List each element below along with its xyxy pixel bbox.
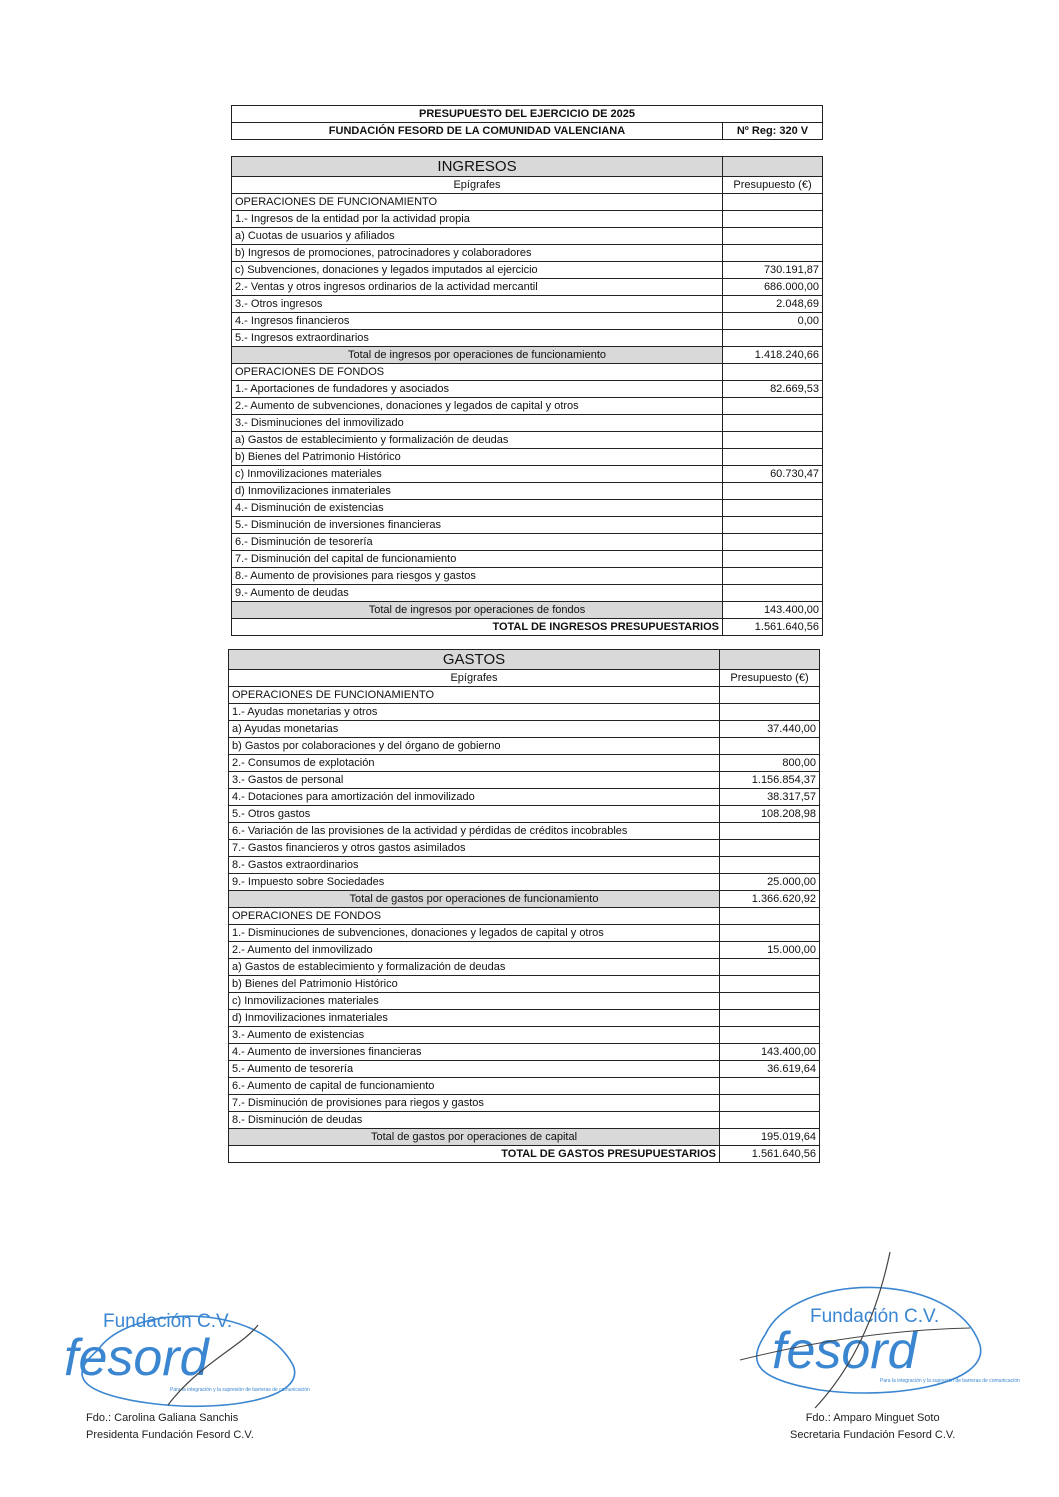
row-label: b) Bienes del Patrimonio Histórico bbox=[229, 976, 720, 993]
table-row bbox=[229, 1044, 820, 1061]
table-row bbox=[232, 534, 823, 551]
row-label: 9.- Impuesto sobre Sociedades bbox=[229, 874, 720, 891]
row-value bbox=[720, 840, 820, 857]
ingresos-func-header bbox=[232, 194, 823, 211]
row-value bbox=[723, 398, 823, 415]
row-label: 3.- Gastos de personal bbox=[229, 772, 720, 789]
left-signer-name: Fdo.: Carolina Galiana Sanchis bbox=[86, 1412, 239, 1424]
logo-line1-right: Fundación C.V. bbox=[810, 1306, 940, 1327]
row-label: 1.- Ingresos de la entidad por la actividad propia bbox=[232, 211, 723, 228]
gastos-column-header bbox=[229, 670, 820, 687]
row-label: 4.- Ingresos financieros bbox=[232, 313, 723, 330]
row-value bbox=[720, 1027, 820, 1044]
table-row bbox=[232, 245, 823, 262]
row-label: 6.- Aumento de capital de funcionamiento bbox=[229, 1078, 720, 1095]
row-value: 143.400,00 bbox=[720, 1044, 820, 1061]
table-row bbox=[232, 415, 823, 432]
row-value bbox=[720, 823, 820, 840]
row-value: 38.317,57 bbox=[720, 789, 820, 806]
gastos-section-blank bbox=[720, 650, 820, 670]
table-row bbox=[232, 228, 823, 245]
table-row bbox=[232, 313, 823, 330]
ingresos-section-blank bbox=[723, 157, 823, 177]
table-row bbox=[229, 857, 820, 874]
row-value: 730.191,87 bbox=[723, 262, 823, 279]
row-label: c) Subvenciones, donaciones y legados imputados al ejercicio bbox=[232, 262, 723, 279]
row-value bbox=[723, 245, 823, 262]
row-label: c) Inmovilizaciones materiales bbox=[229, 993, 720, 1010]
gastos-grand-total bbox=[229, 1146, 820, 1163]
row-label: 5.- Disminución de inversiones financieras bbox=[232, 517, 723, 534]
row-label: 5.- Ingresos extraordinarios bbox=[232, 330, 723, 347]
row-value: 36.619,64 bbox=[720, 1061, 820, 1078]
entity-name: FUNDACIÓN FESORD DE LA COMUNIDAD VALENCIANA bbox=[232, 123, 723, 140]
row-value bbox=[720, 1078, 820, 1095]
table-row bbox=[232, 466, 823, 483]
budget-title: PRESUPUESTO DEL EJERCICIO DE 2025 bbox=[232, 106, 823, 123]
subtotal-label: Total de ingresos por operaciones de funcionamiento bbox=[232, 347, 723, 364]
table-row bbox=[232, 551, 823, 568]
row-value bbox=[723, 568, 823, 585]
row-value: 686.000,00 bbox=[723, 279, 823, 296]
row-value bbox=[720, 993, 820, 1010]
ingresos-table bbox=[231, 156, 823, 636]
group-header-funcionamiento: OPERACIONES DE FUNCIONAMIENTO bbox=[229, 687, 720, 704]
table-row bbox=[232, 279, 823, 296]
table-row bbox=[232, 517, 823, 534]
gastos-section-title: GASTOS bbox=[229, 650, 720, 670]
row-value bbox=[720, 976, 820, 993]
subtotal-label: Total de gastos por operaciones de funcionamiento bbox=[229, 891, 720, 908]
group-header-funcionamiento: OPERACIONES DE FUNCIONAMIENTO bbox=[232, 194, 723, 211]
table-row bbox=[229, 942, 820, 959]
grand-total-label: TOTAL DE GASTOS PRESUPUESTARIOS bbox=[229, 1146, 720, 1163]
ingresos-fondos-total bbox=[232, 602, 823, 619]
grand-total-value: 1.561.640,56 bbox=[720, 1146, 820, 1163]
subtotal-value: 143.400,00 bbox=[723, 602, 823, 619]
group-header-blank bbox=[723, 364, 823, 381]
row-value bbox=[720, 738, 820, 755]
table-row bbox=[232, 483, 823, 500]
signature-block-left bbox=[86, 1410, 254, 1444]
row-label: 7.- Disminución de provisiones para riegos y gastos bbox=[229, 1095, 720, 1112]
row-label: 6.- Variación de las provisiones de la actividad y pérdidas de créditos incobrables bbox=[229, 823, 720, 840]
table-row bbox=[229, 959, 820, 976]
row-value bbox=[720, 1010, 820, 1027]
row-label: 4.- Dotaciones para amortización del inmovilizado bbox=[229, 789, 720, 806]
left-signer-role: Presidenta Fundación Fesord C.V. bbox=[86, 1429, 254, 1441]
table-row bbox=[232, 330, 823, 347]
row-label: 8.- Aumento de provisiones para riesgos y gastos bbox=[232, 568, 723, 585]
row-label: 2.- Aumento de subvenciones, donaciones y legados de capital y otros bbox=[232, 398, 723, 415]
gastos-fondos-header bbox=[229, 908, 820, 925]
row-value: 800,00 bbox=[720, 755, 820, 772]
table-row bbox=[232, 262, 823, 279]
row-label: 3.- Aumento de existencias bbox=[229, 1027, 720, 1044]
gastos-fondos-total bbox=[229, 1129, 820, 1146]
row-value bbox=[723, 432, 823, 449]
row-label: d) Inmovilizaciones inmateriales bbox=[229, 1010, 720, 1027]
logo-tagline-right: Para la integración y la supresión de barreras de comunicación bbox=[880, 1378, 1020, 1384]
row-label: 5.- Aumento de tesorería bbox=[229, 1061, 720, 1078]
row-label: c) Inmovilizaciones materiales bbox=[232, 466, 723, 483]
logo-line1: Fundación C.V. bbox=[103, 1311, 233, 1332]
row-label: a) Gastos de establecimiento y formalización de deudas bbox=[229, 959, 720, 976]
group-header-fondos: OPERACIONES DE FONDOS bbox=[232, 364, 723, 381]
row-label: 2.- Consumos de explotación bbox=[229, 755, 720, 772]
row-label: d) Inmovilizaciones inmateriales bbox=[232, 483, 723, 500]
table-row bbox=[229, 1010, 820, 1027]
table-row bbox=[229, 1078, 820, 1095]
row-label: 1.- Disminuciones de subvenciones, donaciones y legados de capital y otros bbox=[229, 925, 720, 942]
row-value bbox=[720, 1095, 820, 1112]
table-row bbox=[229, 704, 820, 721]
row-label: 5.- Otros gastos bbox=[229, 806, 720, 823]
row-label: 7.- Disminución del capital de funcionamiento bbox=[232, 551, 723, 568]
grand-total-value: 1.561.640,56 bbox=[723, 619, 823, 636]
ingresos-func-total bbox=[232, 347, 823, 364]
row-label: 3.- Disminuciones del inmovilizado bbox=[232, 415, 723, 432]
row-value bbox=[723, 449, 823, 466]
ingresos-fondos-header bbox=[232, 364, 823, 381]
group-header-blank bbox=[723, 194, 823, 211]
subtotal-label: Total de ingresos por operaciones de fondos bbox=[232, 602, 723, 619]
row-value bbox=[723, 330, 823, 347]
gastos-table bbox=[228, 649, 820, 1163]
table-row bbox=[229, 823, 820, 840]
group-header-blank bbox=[720, 687, 820, 704]
table-row bbox=[229, 772, 820, 789]
row-label: 3.- Otros ingresos bbox=[232, 296, 723, 313]
subtotal-label: Total de gastos por operaciones de capital bbox=[229, 1129, 720, 1146]
fesord-logo-stamp-left bbox=[58, 1305, 310, 1410]
row-value bbox=[723, 211, 823, 228]
row-value bbox=[723, 551, 823, 568]
table-row bbox=[232, 568, 823, 585]
table-row bbox=[229, 874, 820, 891]
row-value: 82.669,53 bbox=[723, 381, 823, 398]
row-value bbox=[720, 959, 820, 976]
table-row bbox=[229, 925, 820, 942]
table-row bbox=[229, 1095, 820, 1112]
row-label: 2.- Aumento del inmovilizado bbox=[229, 942, 720, 959]
row-label: 8.- Gastos extraordinarios bbox=[229, 857, 720, 874]
table-row bbox=[229, 738, 820, 755]
row-value bbox=[720, 925, 820, 942]
row-value bbox=[720, 704, 820, 721]
ingresos-grand-total bbox=[232, 619, 823, 636]
row-label: 9.- Aumento de deudas bbox=[232, 585, 723, 602]
gastos-func-header bbox=[229, 687, 820, 704]
table-row bbox=[232, 398, 823, 415]
row-value: 15.000,00 bbox=[720, 942, 820, 959]
table-row bbox=[229, 755, 820, 772]
fesord-logo-stamp-right bbox=[740, 1250, 1020, 1410]
column-header-epigrafes: Epígrafes bbox=[232, 177, 723, 194]
grand-total-label: TOTAL DE INGRESOS PRESUPUESTARIOS bbox=[232, 619, 723, 636]
gastos-section-row bbox=[229, 650, 820, 670]
right-signer-name: Fdo.: Amparo Minguet Soto bbox=[805, 1412, 940, 1424]
row-label: 4.- Aumento de inversiones financieras bbox=[229, 1044, 720, 1061]
row-value: 25.000,00 bbox=[720, 874, 820, 891]
table-row bbox=[229, 789, 820, 806]
table-row bbox=[229, 840, 820, 857]
row-label: a) Gastos de establecimiento y formalización de deudas bbox=[232, 432, 723, 449]
row-value: 108.208,98 bbox=[720, 806, 820, 823]
group-header-blank bbox=[720, 908, 820, 925]
logo-tagline: Para la integración y la supresión de barreras de comunicación bbox=[170, 1387, 310, 1393]
row-value bbox=[723, 483, 823, 500]
table-row bbox=[232, 500, 823, 517]
table-row bbox=[232, 381, 823, 398]
row-value bbox=[720, 857, 820, 874]
row-value bbox=[723, 415, 823, 432]
table-row bbox=[229, 1112, 820, 1129]
ingresos-section-title: INGRESOS bbox=[232, 157, 723, 177]
registry-number: Nº Reg: 320 V bbox=[723, 123, 823, 140]
table-row bbox=[232, 211, 823, 228]
row-label: 6.- Disminución de tesorería bbox=[232, 534, 723, 551]
right-signer-role: Secretaria Fundación Fesord C.V. bbox=[790, 1429, 956, 1441]
row-value bbox=[723, 500, 823, 517]
table-row bbox=[232, 449, 823, 466]
table-row bbox=[232, 432, 823, 449]
row-label: 4.- Disminución de existencias bbox=[232, 500, 723, 517]
budget-header-table bbox=[231, 105, 823, 140]
table-row bbox=[229, 976, 820, 993]
table-row bbox=[229, 993, 820, 1010]
table-row bbox=[229, 806, 820, 823]
table-row bbox=[229, 1027, 820, 1044]
subtotal-value: 1.418.240,66 bbox=[723, 347, 823, 364]
row-value: 1.156.854,37 bbox=[720, 772, 820, 789]
logo-line2-right: fesord bbox=[772, 1322, 917, 1380]
row-value bbox=[723, 585, 823, 602]
table-row bbox=[232, 296, 823, 313]
gastos-func-total bbox=[229, 891, 820, 908]
logo-line2: fesord bbox=[64, 1329, 209, 1387]
row-value: 60.730,47 bbox=[723, 466, 823, 483]
row-value: 0,00 bbox=[723, 313, 823, 330]
row-value bbox=[720, 1112, 820, 1129]
row-value bbox=[723, 517, 823, 534]
column-header-presupuesto: Presupuesto (€) bbox=[723, 177, 823, 194]
row-label: 1.- Ayudas monetarias y otros bbox=[229, 704, 720, 721]
ingresos-column-header bbox=[232, 177, 823, 194]
row-label: b) Gastos por colaboraciones y del órgano de gobierno bbox=[229, 738, 720, 755]
row-value bbox=[723, 228, 823, 245]
ingresos-section-row bbox=[232, 157, 823, 177]
row-label: a) Ayudas monetarias bbox=[229, 721, 720, 738]
table-row bbox=[232, 585, 823, 602]
table-row bbox=[229, 1061, 820, 1078]
column-header-presupuesto: Presupuesto (€) bbox=[720, 670, 820, 687]
subtotal-value: 1.366.620,92 bbox=[720, 891, 820, 908]
table-row bbox=[229, 721, 820, 738]
subtotal-value: 195.019,64 bbox=[720, 1129, 820, 1146]
signature-block-right bbox=[790, 1410, 955, 1444]
column-header-epigrafes: Epígrafes bbox=[229, 670, 720, 687]
row-label: 7.- Gastos financieros y otros gastos asimilados bbox=[229, 840, 720, 857]
row-value bbox=[723, 534, 823, 551]
group-header-fondos: OPERACIONES DE FONDOS bbox=[229, 908, 720, 925]
row-label: 8.- Disminución de deudas bbox=[229, 1112, 720, 1129]
row-value: 2.048,69 bbox=[723, 296, 823, 313]
row-label: b) Bienes del Patrimonio Histórico bbox=[232, 449, 723, 466]
row-label: 2.- Ventas y otros ingresos ordinarios de la actividad mercantil bbox=[232, 279, 723, 296]
row-label: a) Cuotas de usuarios y afiliados bbox=[232, 228, 723, 245]
row-label: b) Ingresos de promociones, patrocinadores y colaboradores bbox=[232, 245, 723, 262]
row-label: 1.- Aportaciones de fundadores y asociados bbox=[232, 381, 723, 398]
row-value: 37.440,00 bbox=[720, 721, 820, 738]
